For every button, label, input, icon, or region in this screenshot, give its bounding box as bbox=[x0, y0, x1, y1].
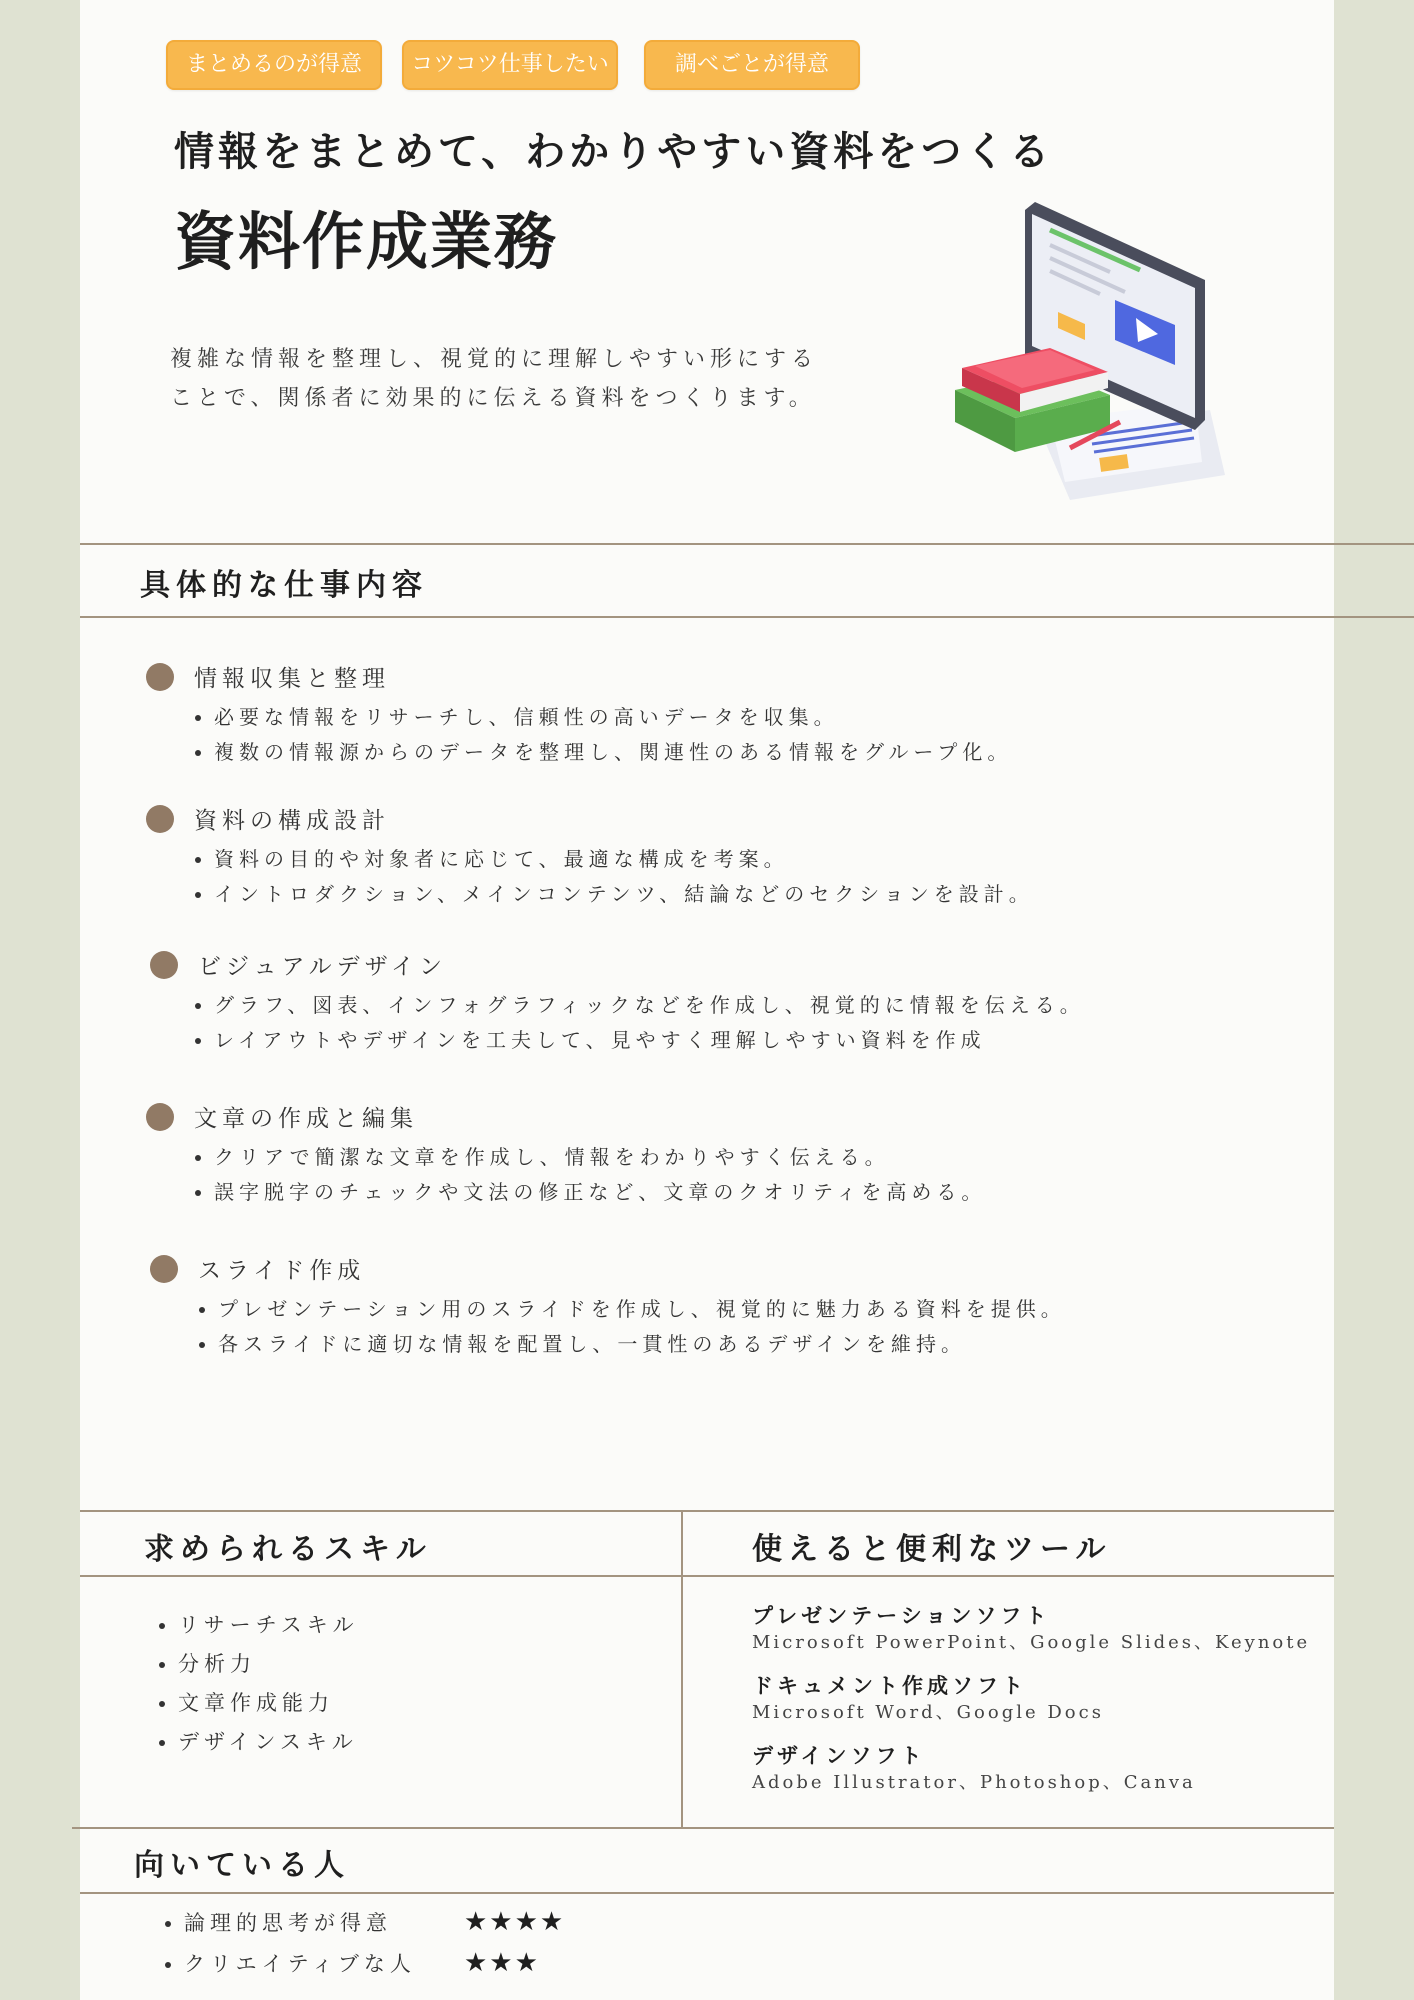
list-item: • プレゼンテーション用のスライドを作成し、視覚的に魅力ある資料を提供。 bbox=[218, 1292, 1066, 1327]
list-item: • 資料の目的や対象者に応じて、最適な構成を考案。 bbox=[214, 842, 1034, 877]
list-item: • グラフ、図表、インフォグラフィックなどを作成し、視覚的に情報を伝える。 bbox=[214, 988, 1085, 1023]
fit-label: 論理的思考が得意 bbox=[184, 1911, 392, 1935]
tool-category: プレゼンテーションソフト bbox=[752, 1604, 1051, 1628]
duty-group-title: スライド作成 bbox=[198, 1258, 366, 1284]
section-divider bbox=[80, 1510, 1334, 1512]
tool-list: Adobe Illustrator、Photoshop、Canva bbox=[752, 1772, 1196, 1793]
list-item: • デザインスキル bbox=[178, 1723, 359, 1762]
section-divider bbox=[80, 1575, 1334, 1577]
section-divider bbox=[80, 1892, 1334, 1894]
bullet-dot-icon bbox=[150, 951, 178, 979]
fit-label: クリエイティブな人 bbox=[184, 1952, 416, 1976]
tool-entry bbox=[752, 1672, 1104, 1726]
section-divider bbox=[80, 616, 1414, 618]
fit-heading: 向いている人 bbox=[134, 1848, 350, 1883]
document-tablet-illustration bbox=[940, 190, 1240, 500]
list-item: • 各スライドに適切な情報を配置し、一貫性のあるデザインを維持。 bbox=[218, 1327, 1066, 1362]
page-subtitle: 情報をまとめて、わかりやすい資料をつくる bbox=[174, 129, 1054, 175]
star-rating-icon: ★★★★ bbox=[464, 1907, 566, 1937]
duty-group-title: ビジュアルデザイン bbox=[198, 954, 448, 980]
tag-badge: コツコツ仕事したい bbox=[402, 40, 618, 90]
duties-heading: 具体的な仕事内容 bbox=[140, 568, 428, 603]
tag-badge: 調べごとが得意 bbox=[644, 40, 860, 90]
list-item: • 分析力 bbox=[178, 1645, 359, 1684]
tool-entry bbox=[752, 1602, 1310, 1656]
skills-heading: 求められるスキル bbox=[144, 1532, 432, 1567]
duty-group-title: 文章の作成と編集 bbox=[194, 1106, 418, 1132]
bullet-dot-icon bbox=[146, 663, 174, 691]
tool-list: Microsoft Word、Google Docs bbox=[752, 1702, 1104, 1723]
tools-heading: 使えると便利なツール bbox=[752, 1532, 1112, 1567]
page-title: 資料作成業務 bbox=[174, 205, 559, 278]
skills-list bbox=[150, 1606, 359, 1762]
bullet-dot-icon bbox=[146, 805, 174, 833]
list-item: • 文章作成能力 bbox=[178, 1684, 359, 1723]
list-item: • イントロダクション、メインコンテンツ、結論などのセクションを設計。 bbox=[214, 877, 1034, 912]
star-rating-icon: ★★★ bbox=[464, 1948, 540, 1978]
bullet-dot-icon bbox=[146, 1103, 174, 1131]
list-item: • クリアで簡潔な文章を作成し、情報をわかりやすく伝える。 bbox=[214, 1140, 986, 1175]
list-item: • 必要な情報をリサーチし、信頼性の高いデータを収集。 bbox=[214, 700, 1012, 735]
bullet-dot-icon bbox=[150, 1255, 178, 1283]
list-item: • 誤字脱字のチェックや文法の修正など、文章のクオリティを高める。 bbox=[214, 1175, 986, 1210]
tag-badge: まとめるのが得意 bbox=[166, 40, 382, 90]
tool-category: デザインソフト bbox=[752, 1744, 926, 1768]
duty-group-title: 情報収集と整理 bbox=[194, 666, 390, 692]
tool-category: ドキュメント作成ソフト bbox=[752, 1674, 1027, 1698]
duty-group-title: 資料の構成設計 bbox=[194, 808, 390, 834]
tool-entry bbox=[752, 1742, 1196, 1796]
fit-list bbox=[156, 1902, 565, 1984]
section-divider bbox=[72, 1827, 1334, 1829]
tool-list: Microsoft PowerPoint、Google Slides、Keynote bbox=[752, 1632, 1311, 1653]
list-item bbox=[184, 1902, 565, 1943]
intro-text: 複雑な情報を整理し、視覚的に理解しやすい形にすることで、関係者に効果的に伝える資料をつくります。 bbox=[170, 347, 819, 411]
section-divider bbox=[80, 543, 1414, 545]
list-item bbox=[184, 1943, 565, 1984]
column-divider bbox=[681, 1510, 683, 1828]
list-item: • 複数の情報源からのデータを整理し、関連性のある情報をグループ化。 bbox=[214, 735, 1012, 770]
list-item: • レイアウトやデザインを工夫して、見やすく理解しやすい資料を作成 bbox=[214, 1023, 1085, 1058]
list-item: • リサーチスキル bbox=[178, 1606, 359, 1645]
